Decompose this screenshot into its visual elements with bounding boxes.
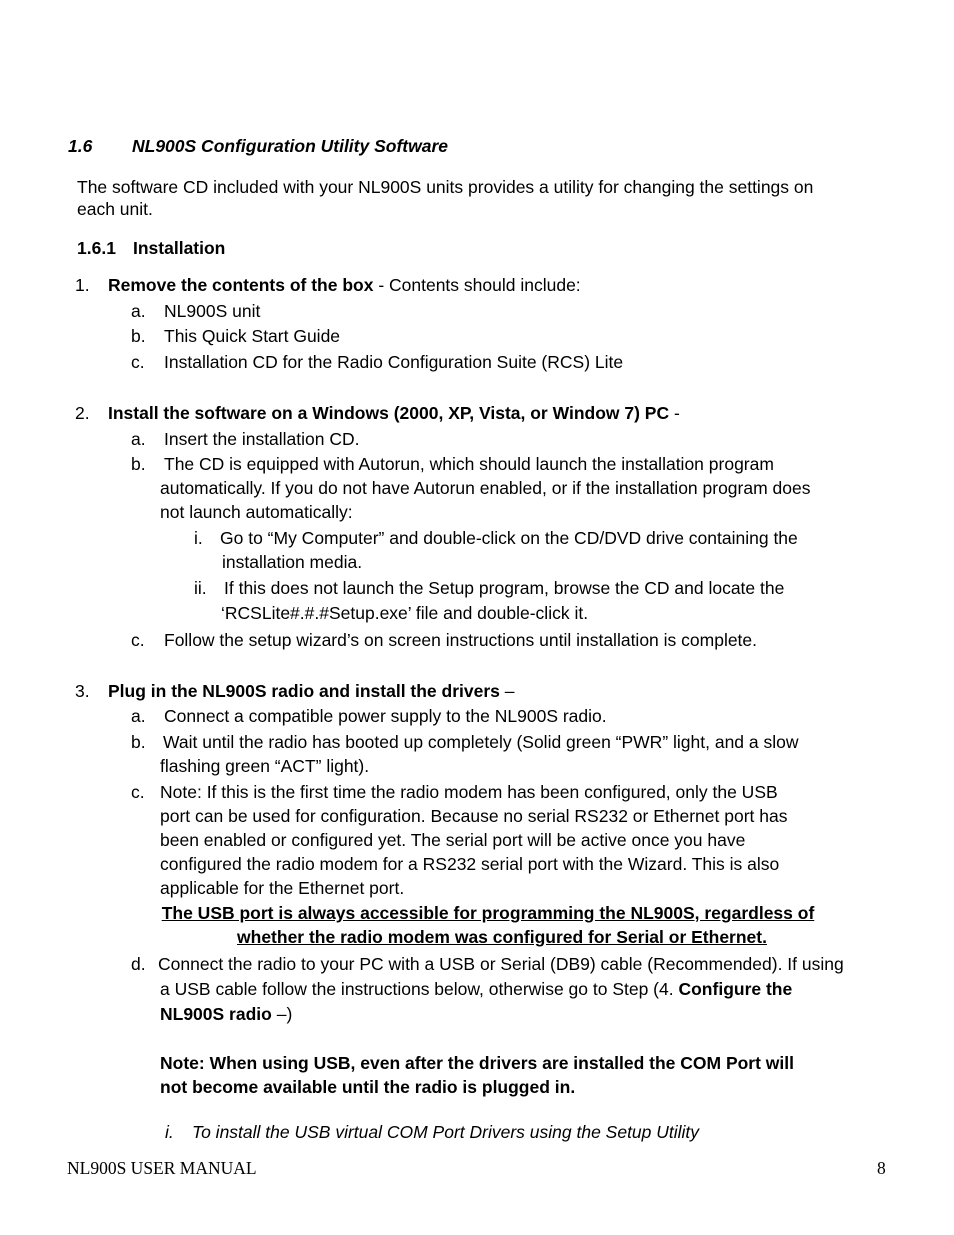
- step3-d-bold: Configure the: [678, 979, 793, 999]
- step1-number: 1.: [75, 275, 90, 295]
- section-title: NL900S Configuration Utility Software: [132, 136, 448, 156]
- step3-number: 3.: [75, 681, 90, 701]
- step2-b-marker: b.: [131, 454, 146, 474]
- step3-c-line: been enabled or configured yet. The serial port will be active once you have: [160, 830, 746, 850]
- step2-bi-line: Go to “My Computer” and double-click on the CD/DVD drive containing the: [220, 528, 798, 548]
- step3-b-line: flashing green “ACT” light).: [160, 756, 370, 776]
- usb-note-line: Note: When using USB, even after the drivers are installed the COM Port will: [160, 1053, 795, 1073]
- intro-line-1: The software CD included with your NL900S units provides a utility for changing the settings on: [77, 177, 814, 197]
- step2-bi-marker: i.: [194, 528, 203, 548]
- step2-bii-line: If this does not launch the Setup program, browse the CD and locate the: [224, 578, 785, 598]
- step2-bii-marker: ii.: [194, 578, 207, 598]
- step2-a-text: Insert the installation CD.: [164, 429, 360, 449]
- step3-di-marker: i.: [165, 1122, 174, 1142]
- step2-bi-line: installation media.: [222, 552, 363, 572]
- step2-a-marker: a.: [131, 429, 146, 449]
- step1-rest: - Contents should include:: [373, 275, 581, 295]
- step1-item-marker: b.: [131, 326, 146, 346]
- step2-b-line: The CD is equipped with Autorun, which should launch the installation program: [164, 454, 774, 474]
- step2-b-line: automatically. If you do not have Autorun enabled, or if the installation program does: [160, 478, 811, 498]
- step1-item-marker: c.: [131, 352, 145, 372]
- step3-c-line: port can be used for configuration. Because no serial RS232 or Ethernet port has: [160, 806, 788, 826]
- step3-b-line: Wait until the radio has booted up completely (Solid green “PWR” light, and a slow: [163, 732, 799, 752]
- subsection-number: 1.6.1: [77, 238, 116, 258]
- step2-bii-line: ‘RCSLite#.#.#Setup.exe’ file and double-click it.: [221, 603, 589, 623]
- usb-warning-line: The USB port is always accessible for programming the NL900S, regardless of: [161, 903, 815, 923]
- page-number: 8: [877, 1158, 886, 1178]
- step3-c-marker: c.: [131, 782, 145, 802]
- step3-d-marker: d.: [131, 954, 146, 974]
- step3-di-text: To install the USB virtual COM Port Drivers using the Setup Utility: [192, 1122, 700, 1142]
- step2-text: [108, 401, 680, 425]
- step3-c-line: configured the radio modem for a RS232 serial port with the Wizard. This is also: [160, 854, 780, 874]
- step3-b-marker: b.: [131, 732, 146, 752]
- step3-d-plain: a USB cable follow the instructions below, otherwise go to Step (4.: [160, 979, 679, 999]
- usb-warning-line: whether the radio modem was configured for Serial or Ethernet.: [237, 927, 767, 947]
- step3-d-plain: –): [271, 1004, 293, 1024]
- subsection-title: Installation: [133, 238, 226, 258]
- step1-item-text: NL900S unit: [164, 301, 261, 321]
- step1-heading: Remove the contents of the box: [108, 275, 374, 295]
- step2-c-marker: c.: [131, 630, 145, 650]
- step1-item-text: Installation CD for the Radio Configuration Suite (RCS) Lite: [164, 352, 624, 372]
- step2-number: 2.: [75, 403, 90, 423]
- step3-c-line: applicable for the Ethernet port.: [160, 878, 405, 898]
- step3-d-line: [160, 1002, 292, 1026]
- step1-item-marker: a.: [131, 301, 146, 321]
- step3-text: [108, 679, 515, 703]
- step2-rest: -: [669, 403, 680, 423]
- step2-c-text: Follow the setup wizard’s on screen instructions until installation is complete.: [164, 630, 758, 650]
- footer-title: NL900S USER MANUAL: [67, 1158, 257, 1178]
- step3-a-marker: a.: [131, 706, 146, 726]
- usb-note-line: not become available until the radio is plugged in.: [160, 1077, 576, 1097]
- step2-heading: Install the software on a Windows (2000, XP, Vista, or Window 7) PC: [108, 403, 670, 423]
- step1-text: [108, 273, 581, 297]
- step3-d-line: [160, 977, 792, 1001]
- step3-rest: –: [499, 681, 515, 701]
- step3-c-line: Note: If this is the first time the radio modem has been configured, only the USB: [160, 782, 778, 802]
- step2-b-line: not launch automatically:: [160, 502, 353, 522]
- step3-heading: Plug in the NL900S radio and install the drivers: [108, 681, 500, 701]
- section-number: 1.6: [68, 136, 93, 156]
- step3-a-text: Connect a compatible power supply to the NL900S radio.: [164, 706, 607, 726]
- step3-d-line: Connect the radio to your PC with a USB or Serial (DB9) cable (Recommended). If using: [158, 954, 844, 974]
- step1-item-text: This Quick Start Guide: [164, 326, 341, 346]
- step3-d-bold: NL900S radio: [160, 1004, 272, 1024]
- intro-line-2: each unit.: [77, 199, 153, 219]
